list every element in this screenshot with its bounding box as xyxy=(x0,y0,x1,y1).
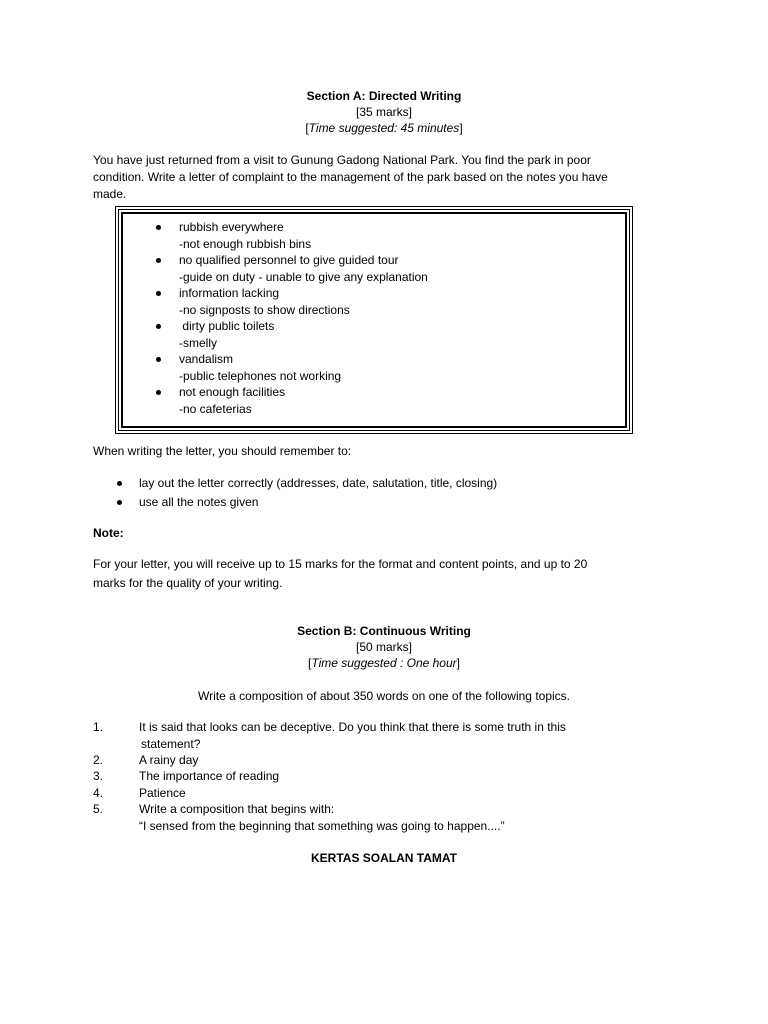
time-bracket-open: [ xyxy=(305,121,309,135)
end-of-paper: KERTAS SOALAN TAMAT xyxy=(311,851,457,865)
remember-text: use all the notes given xyxy=(139,495,259,509)
bullet-icon xyxy=(156,291,161,296)
intro-line-2: condition. Write a letter of complaint to the management of the park based on the notes you have xyxy=(93,170,608,184)
topic-number: 1. xyxy=(93,720,104,734)
topic-number: 2. xyxy=(93,753,104,767)
time-bracket-close: ] xyxy=(456,656,460,670)
note-sub: -no cafeterias xyxy=(179,402,252,416)
section-a-time-text: Time suggested: 45 minutes xyxy=(308,121,460,135)
note-label: Note: xyxy=(93,526,124,540)
notes-box xyxy=(115,206,633,434)
note-sub: -public telephones not working xyxy=(179,369,342,383)
note-main: no qualified personnel to give guided tour xyxy=(179,253,399,267)
section-b-instruction: Write a composition of about 350 words on one of the following topics. xyxy=(198,689,570,703)
bullet-icon xyxy=(117,500,122,505)
note-main: not enough facilities xyxy=(179,385,286,399)
note-sub: -not enough rubbish bins xyxy=(179,237,312,251)
note-sub: -guide on duty - unable to give any explanation xyxy=(179,270,428,284)
bullet-icon xyxy=(156,258,161,263)
remember-intro: When writing the letter, you should remember to: xyxy=(93,444,352,458)
note-main: rubbish everywhere xyxy=(179,220,284,234)
section-b-time-text: Time suggested : One hour xyxy=(311,656,457,670)
note-line-2: marks for the quality of your writing. xyxy=(93,576,283,590)
topic-text-continued: statement? xyxy=(141,737,201,751)
bullet-icon xyxy=(156,390,161,395)
bullet-icon xyxy=(156,357,161,362)
note-sub: -smelly xyxy=(179,336,217,350)
note-main: information lacking xyxy=(179,286,280,300)
topic-number: 3. xyxy=(93,769,104,783)
section-b-title: Section B: Continuous Writing xyxy=(297,624,471,638)
intro-line-1: You have just returned from a visit to Gunung Gadong National Park. You find the park in poor xyxy=(93,153,591,167)
note-line-1: For your letter, you will receive up to 15 marks for the format and content points, and up to 20 xyxy=(93,557,588,571)
note-main: dirty public toilets xyxy=(179,319,275,333)
section-a-marks: [35 marks] xyxy=(355,105,412,119)
time-bracket-close: ] xyxy=(459,121,463,135)
topic-text: It is said that looks can be deceptive. Do you think that there is some truth in this xyxy=(139,720,566,734)
section-a-title: Section A: Directed Writing xyxy=(306,89,462,103)
note-main: vandalism xyxy=(179,352,234,366)
section-b-marks: [50 marks] xyxy=(355,640,412,654)
bullet-icon xyxy=(156,324,161,329)
section-b-time xyxy=(0,655,768,671)
bullet-icon xyxy=(117,481,122,486)
note-sub: -no signposts to show directions xyxy=(179,303,350,317)
topic-text: Patience xyxy=(139,786,186,800)
topic-text: The importance of reading xyxy=(139,769,280,783)
topic-text: Write a composition that begins with: xyxy=(139,802,335,816)
topic-text-continued: “I sensed from the beginning that something was going to happen....” xyxy=(139,819,505,833)
remember-text: lay out the letter correctly (addresses, date, salutation, title, closing) xyxy=(139,476,498,490)
topic-text: A rainy day xyxy=(139,753,199,767)
topic-number: 4. xyxy=(93,786,104,800)
section-a-time xyxy=(0,120,768,136)
topic-number: 5. xyxy=(93,802,104,816)
bullet-icon xyxy=(156,225,161,230)
intro-line-3: made. xyxy=(93,187,127,201)
time-bracket-open: [ xyxy=(308,656,312,670)
